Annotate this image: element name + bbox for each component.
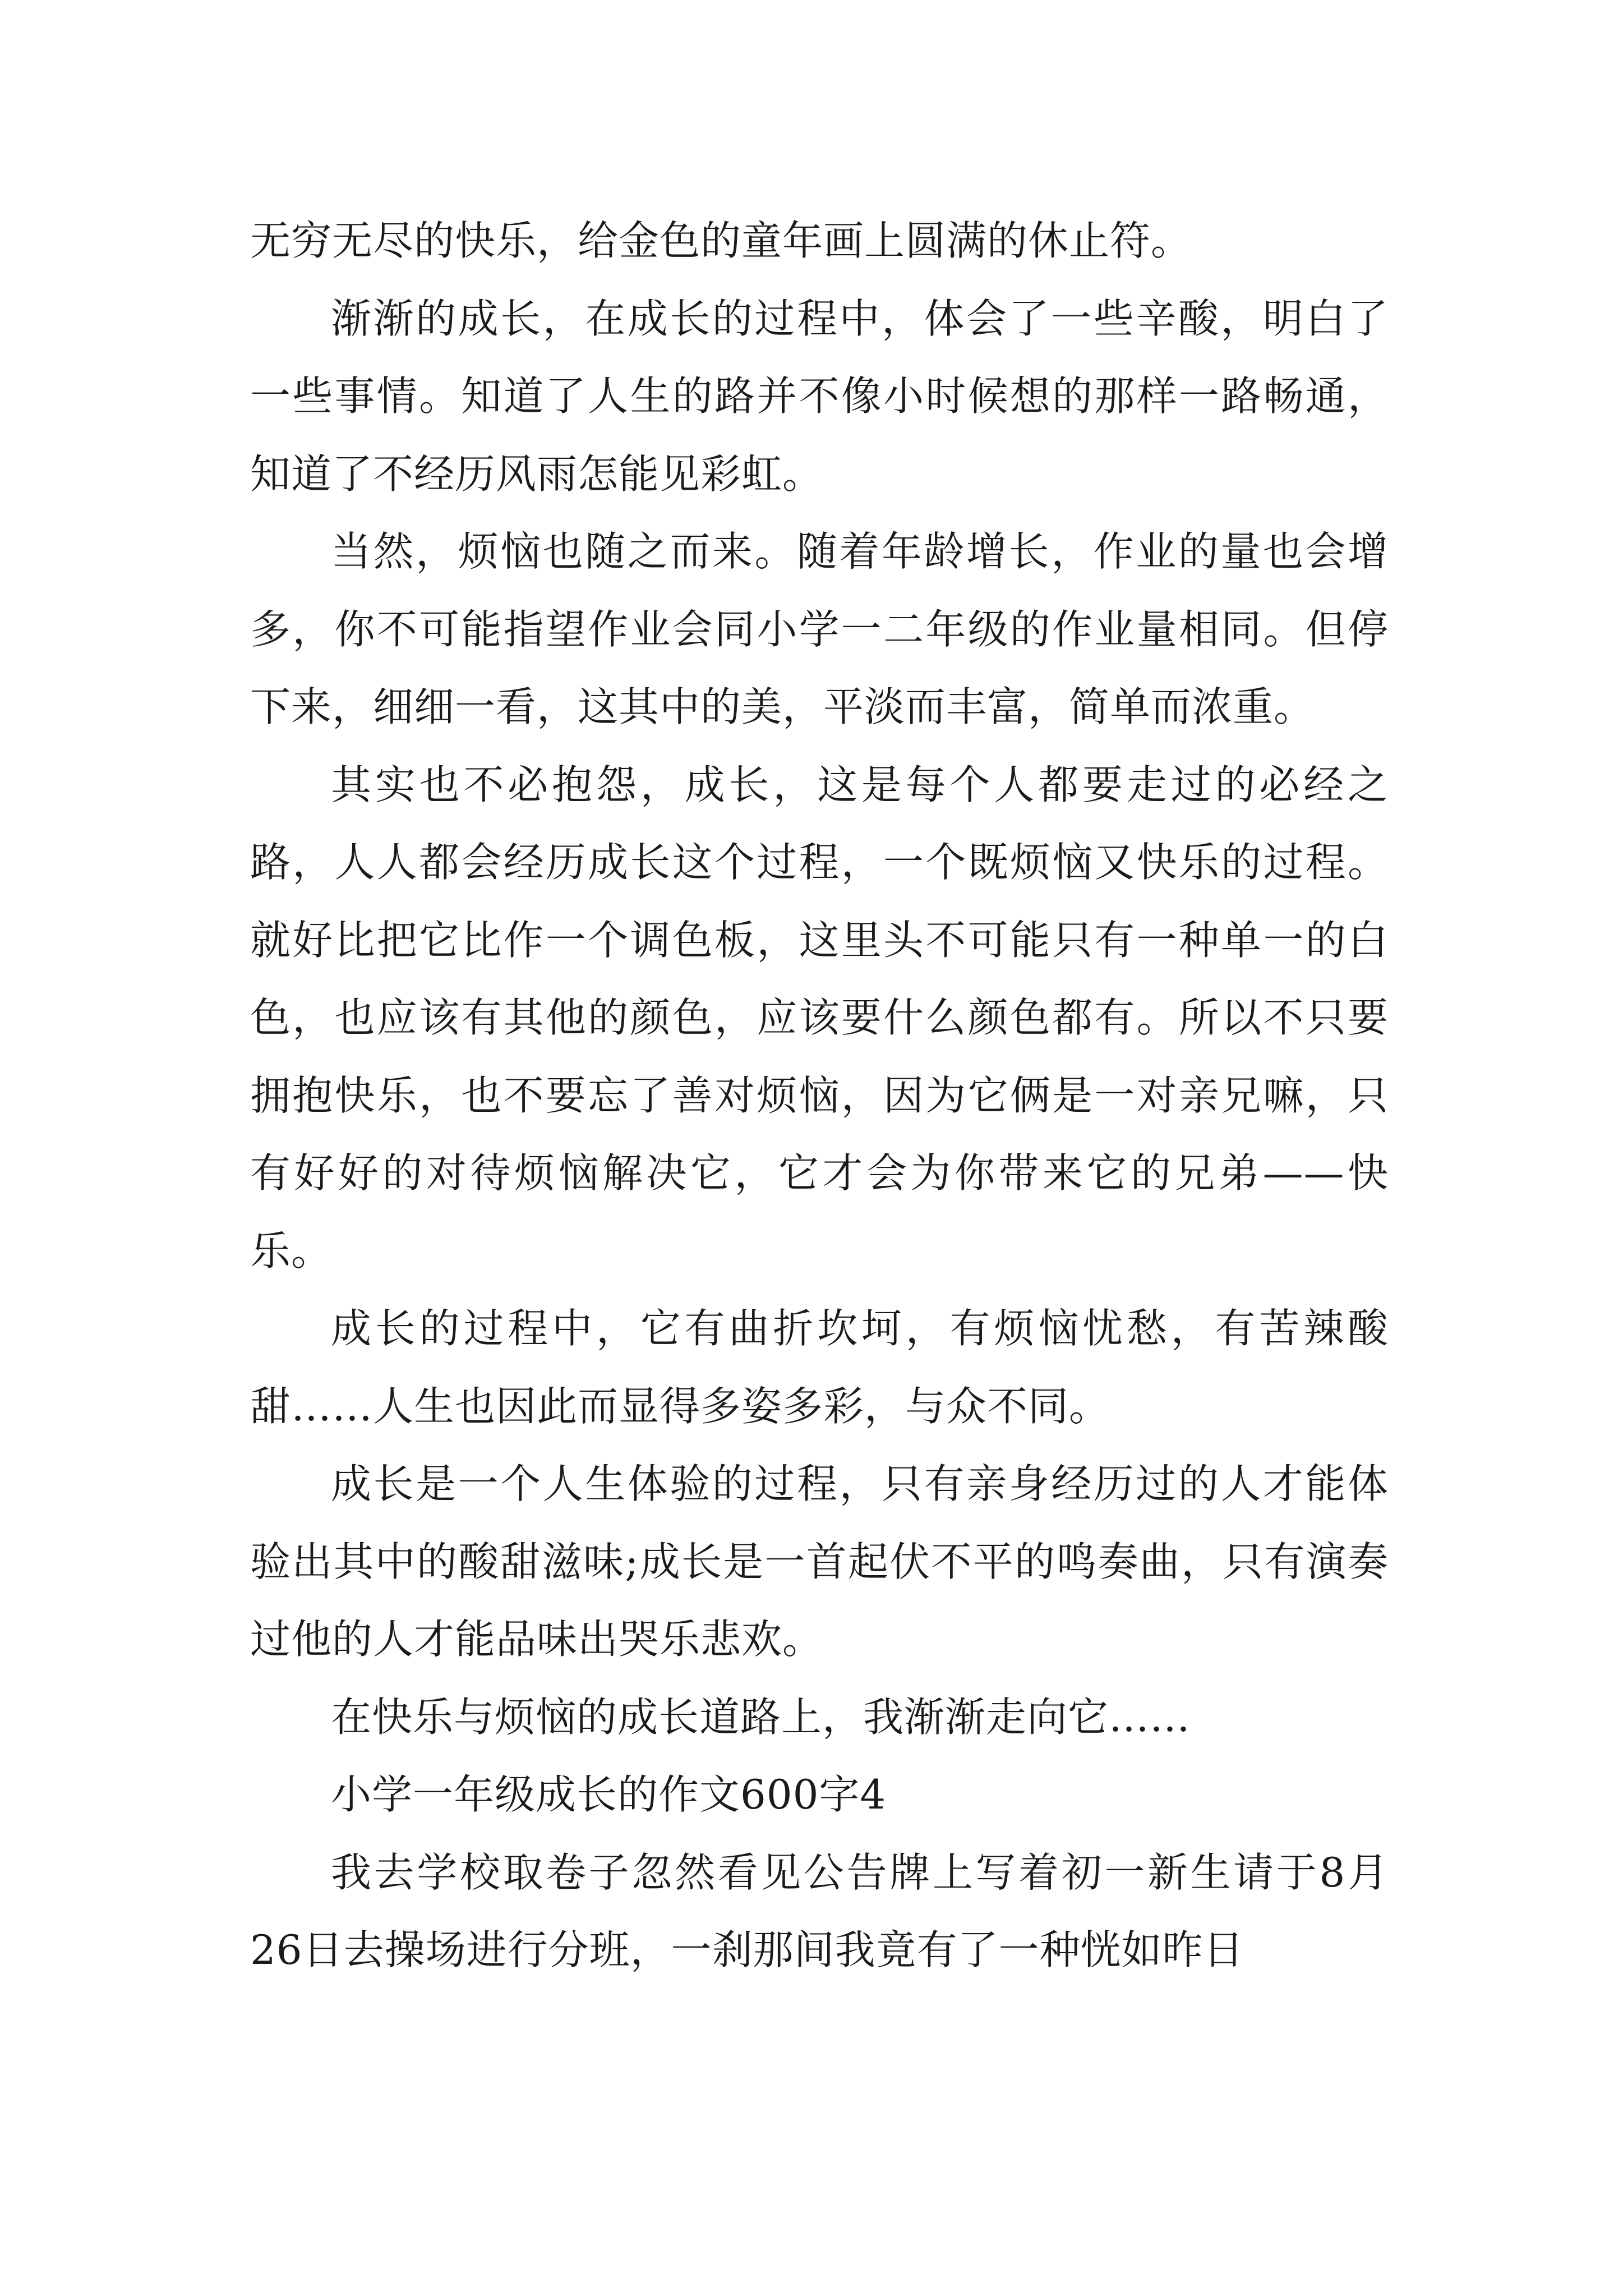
- paragraph: 在快乐与烦恼的成长道路上，我渐渐走向它……: [331, 1693, 1191, 1741]
- paragraph: 当然，烦恼也随之而来。随着年龄增长，作业的量也会增多，你不可能指望作业会同小学一二年级的作业量相同。但停下来，细细一看，这其中的美，平淡而丰富，简单而浓重。: [250, 528, 1389, 730]
- paragraph: 其实也不必抱怨，成长，这是每个人都要走过的必经之路，人人都会经历成长这个过程，一个既烦恼又快乐的过程。就好比把它比作一个调色板，这里头不可能只有一种单一的白色，也应该有其他的颜色，应该要什么颜色都有。所以不只要拥抱快乐，也不要忘了善对烦恼，因为它俩是一对亲兄嘛，只有好好的对待烦恼解决它，它才会为你带来它的兄弟——快乐。: [250, 761, 1389, 1274]
- section-heading: 小学一年级成长的作文600字4: [331, 1771, 887, 1818]
- paragraph: 成长是一个人生体验的过程，只有亲身经历过的人才能体验出其中的酸甜滋味;成长是一首起伏不平的鸣奏曲，只有演奏过他的人才能品味出哭乐悲欢。: [250, 1460, 1389, 1663]
- paragraph-continued: 无穷无尽的快乐，给金色的童年画上圆满的休止符。: [250, 217, 1192, 264]
- paragraph: 成长的过程中，它有曲折坎坷，有烦恼忧愁，有苦辣酸甜……人生也因此而显得多姿多彩，与众不同。: [250, 1305, 1389, 1430]
- body-text: [250, 202, 1389, 1989]
- paragraph: 我去学校取卷子忽然看见公告牌上写着初一新生请于8月26日去操场进行分班，一刹那间我竟有了一种恍如昨日: [250, 1848, 1389, 1973]
- paragraph: 渐渐的成长，在成长的过程中，体会了一些辛酸，明白了一些事情。知道了人生的路并不像小时候想的那样一路畅通，知道了不经历风雨怎能见彩虹。: [250, 295, 1389, 498]
